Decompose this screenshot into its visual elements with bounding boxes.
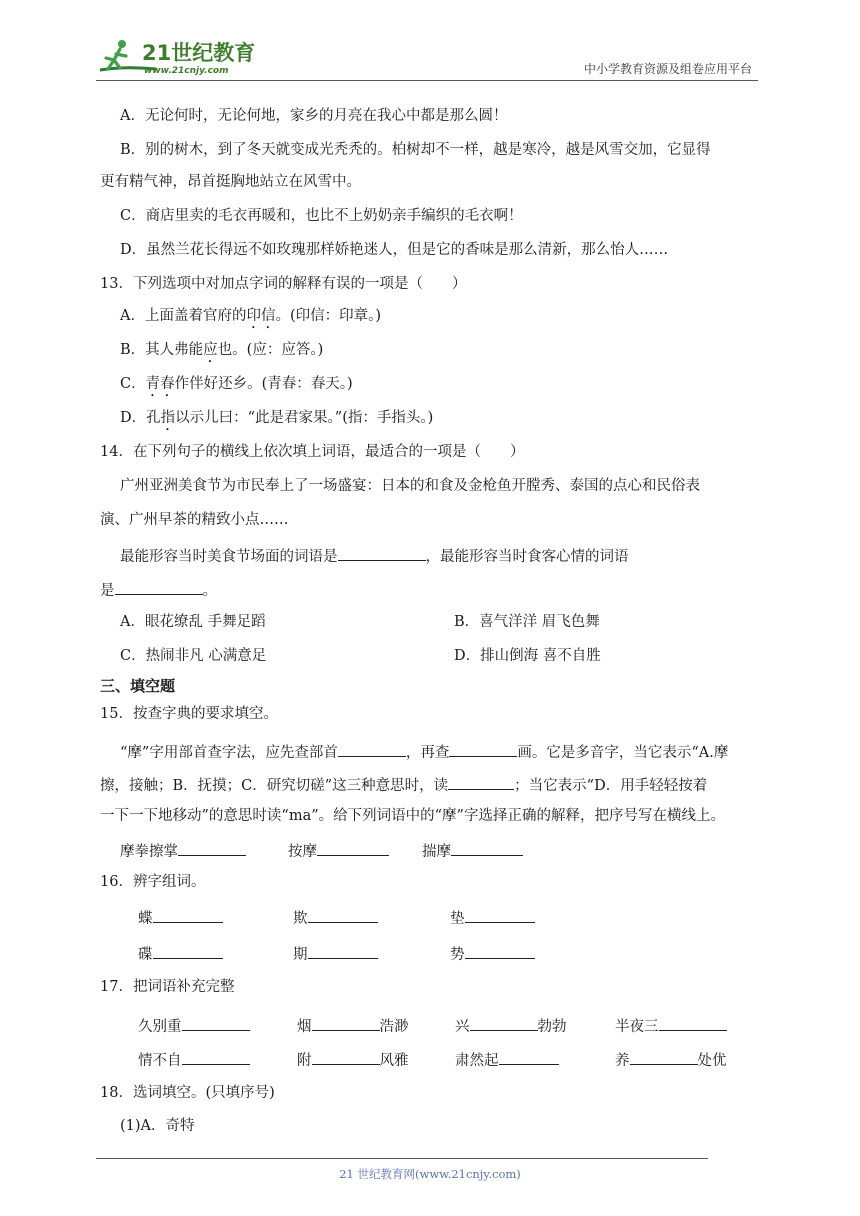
q12-option-d: D．虽然兰花长得远不如玫瑰那样娇艳迷人，但是它的香味是那么清新，那么怡人…… bbox=[120, 242, 669, 258]
q17-blank[interactable] bbox=[659, 1014, 727, 1031]
q17-pre: 久别重 bbox=[138, 1019, 182, 1035]
page-footer: 21 世纪教育网(www.21cnjy.com) bbox=[339, 1167, 521, 1181]
q13-a-pre: A．上面盖着官府的 bbox=[120, 308, 247, 324]
q14-passage-line2: 演、广州早茶的精致小点…… bbox=[100, 512, 289, 528]
q16-char: 垫 bbox=[450, 911, 465, 927]
q13-option-c bbox=[120, 374, 353, 400]
q15-blank-pinyin[interactable] bbox=[448, 773, 514, 790]
q12-option-b-line1: B．别的树木，到了冬天就变成光秃秃的。柏树却不一样，越是寒冷，越是风雪交加，它显得 bbox=[120, 142, 711, 158]
q17-post: 处优 bbox=[697, 1053, 727, 1069]
q17-item bbox=[297, 1048, 409, 1071]
q16-item bbox=[450, 906, 535, 929]
q16-blank[interactable] bbox=[465, 942, 535, 959]
q14-s2: ，最能形容当时食客心情的词语 bbox=[425, 549, 629, 565]
q14-option-d: D．排山倒海 喜不自胜 bbox=[454, 648, 601, 664]
q15-l2a: 擦，接触；B．抚摸；C．研究切磋”这三种意思时，读 bbox=[100, 778, 449, 794]
q17-post: 风雅 bbox=[379, 1053, 409, 1069]
q16-blank[interactable] bbox=[308, 906, 378, 923]
q13-d-dotted: 指 bbox=[160, 410, 176, 426]
q15-w1: 摩拳擦掌 bbox=[120, 844, 178, 860]
q17-stem: 17．把词语补充完整 bbox=[100, 979, 235, 995]
footer-divider bbox=[96, 1158, 708, 1159]
q16-char: 期 bbox=[293, 947, 308, 963]
q15-line1 bbox=[120, 740, 728, 763]
q13-b-pre: B．其人弗能 bbox=[120, 342, 204, 358]
q17-pre: 烟 bbox=[297, 1019, 312, 1035]
q17-pre: 肃然起 bbox=[455, 1053, 499, 1069]
q14-passage-line1: 广州亚洲美食节为市民奉上了一场盛宴：日本的和食及金枪鱼开膛秀、泰国的点心和民俗表 bbox=[120, 478, 700, 494]
q17-item bbox=[138, 1048, 250, 1071]
q15-blank-w1[interactable] bbox=[178, 839, 246, 856]
q16-item bbox=[138, 942, 223, 965]
q13-a-post: 。(印信：印章。) bbox=[275, 308, 382, 324]
q15-w3: 揣摩 bbox=[422, 844, 451, 860]
q17-blank[interactable] bbox=[470, 1014, 538, 1031]
q13-option-a bbox=[120, 306, 381, 332]
q15-blank-strokes[interactable] bbox=[449, 740, 517, 757]
q12-option-b-line2: 更有精气神，昂首挺胸地站立在风雪中。 bbox=[100, 174, 361, 190]
q16-char: 蝶 bbox=[138, 911, 153, 927]
q14-option-c: C．热闹非凡 心满意足 bbox=[120, 648, 267, 664]
site-logo bbox=[96, 36, 266, 76]
q13-d-post: 以示儿曰：“此是君家果。”(指：手指头。) bbox=[175, 410, 434, 426]
q15-line3: 一下一下地移动”的意思时读“ma”。给下列词语中的“摩”字选择正确的解释，把序号写在横线上。 bbox=[100, 808, 725, 824]
q15-word-3 bbox=[422, 839, 523, 862]
q16-char: 势 bbox=[450, 947, 465, 963]
q13-c-post: 作伴好还乡。(青春：春天。) bbox=[174, 376, 353, 392]
q17-item bbox=[138, 1014, 250, 1037]
q15-w2: 按摩 bbox=[288, 844, 317, 860]
q12-option-a: A．无论何时，无论何地，家乡的月亮在我心中都是那么圆！ bbox=[120, 108, 508, 124]
q15-word-1 bbox=[120, 839, 246, 862]
platform-name: 中小学教育资源及组卷应用平台 bbox=[583, 62, 752, 76]
q16-stem: 16．辨字组词。 bbox=[100, 874, 206, 890]
q13-b-post: 也。(应：应答。) bbox=[217, 342, 324, 358]
q14-stem: 14．在下列句子的横线上依次填上词语，最适合的一项是（ ） bbox=[100, 444, 525, 460]
q13-a-dotted: 印信 bbox=[246, 308, 276, 324]
q13-d-pre: D．孔 bbox=[120, 410, 161, 426]
q17-blank[interactable] bbox=[312, 1048, 380, 1065]
q13-c-pre: C． bbox=[120, 376, 146, 392]
q15-l1b: ，再查 bbox=[405, 745, 450, 761]
q16-item bbox=[293, 906, 378, 929]
q17-pre: 兴 bbox=[455, 1019, 470, 1035]
q16-blank[interactable] bbox=[153, 906, 223, 923]
q12-option-c: C．商店里卖的毛衣再暖和，也比不上奶奶亲手编织的毛衣啊！ bbox=[120, 208, 523, 224]
logo-sub-text: www.21cnjy.com bbox=[144, 66, 229, 76]
q16-char: 欺 bbox=[293, 911, 308, 927]
q17-item bbox=[455, 1014, 567, 1037]
q17-item bbox=[455, 1048, 559, 1071]
q15-blank-w2[interactable] bbox=[317, 839, 389, 856]
q16-blank[interactable] bbox=[153, 942, 223, 959]
q13-option-d bbox=[120, 408, 433, 434]
q17-post: 浩渺 bbox=[379, 1019, 409, 1035]
q13-stem: 13．下列选项中对加点字词的解释有误的一项是（ ） bbox=[100, 276, 467, 292]
q16-item bbox=[138, 906, 223, 929]
q17-blank[interactable] bbox=[499, 1048, 559, 1065]
q16-item bbox=[293, 942, 378, 965]
q15-l1a: “摩”字用部首查字法，应先查部首 bbox=[120, 745, 338, 761]
q14-s1: 最能形容当时美食节场面的词语是 bbox=[120, 549, 338, 565]
q17-post: 勃勃 bbox=[537, 1019, 567, 1035]
q17-blank[interactable] bbox=[630, 1048, 698, 1065]
q13-option-b bbox=[120, 340, 323, 366]
q16-char: 碟 bbox=[138, 947, 153, 963]
q17-pre: 附 bbox=[297, 1053, 312, 1069]
q14-option-a: A．眼花缭乱 手舞足蹈 bbox=[120, 614, 266, 630]
q18-stem: 18．选词填空。(只填序号) bbox=[100, 1085, 275, 1101]
q14-blank-2[interactable] bbox=[115, 578, 203, 595]
q15-blank-w3[interactable] bbox=[451, 839, 523, 856]
q17-pre: 养 bbox=[615, 1053, 630, 1069]
q15-l1c: 画。它是多音字，当它表示“A.摩 bbox=[517, 745, 729, 761]
q13-c-dotted: 青春 bbox=[145, 376, 175, 392]
q13-b-dotted: 应 bbox=[203, 342, 218, 358]
q14-sentence-line1 bbox=[120, 544, 629, 567]
logo-main-text: 21世纪教育 bbox=[142, 41, 256, 65]
q16-blank[interactable] bbox=[465, 906, 535, 923]
q15-l2b: ；当它表示“D．用手轻轻按着 bbox=[514, 778, 708, 794]
q17-item bbox=[615, 1048, 727, 1071]
q15-word-2 bbox=[288, 839, 389, 862]
q17-blank[interactable] bbox=[312, 1014, 380, 1031]
q14-sentence-line2 bbox=[100, 578, 217, 601]
q18-item-1: (1)A．奇特 bbox=[120, 1118, 195, 1134]
section-heading: 三、填空题 bbox=[100, 677, 176, 695]
q17-pre: 半夜三 bbox=[615, 1019, 659, 1035]
q17-blank[interactable] bbox=[182, 1048, 250, 1065]
q17-item bbox=[297, 1014, 409, 1037]
q15-blank-radical[interactable] bbox=[338, 740, 406, 757]
q17-blank[interactable] bbox=[182, 1014, 250, 1031]
q15-stem: 15．按查字典的要求填空。 bbox=[100, 706, 278, 722]
q14-s3: 是 bbox=[100, 583, 115, 599]
q17-pre: 情不自 bbox=[138, 1053, 182, 1069]
page-header bbox=[96, 36, 758, 81]
q16-blank[interactable] bbox=[308, 942, 378, 959]
q15-line2 bbox=[100, 773, 707, 796]
q17-item bbox=[615, 1014, 727, 1037]
q14-s4: 。 bbox=[202, 583, 217, 599]
q16-item bbox=[450, 942, 535, 965]
q14-option-b: B．喜气洋洋 眉飞色舞 bbox=[454, 614, 600, 630]
q14-blank-1[interactable] bbox=[338, 544, 426, 561]
